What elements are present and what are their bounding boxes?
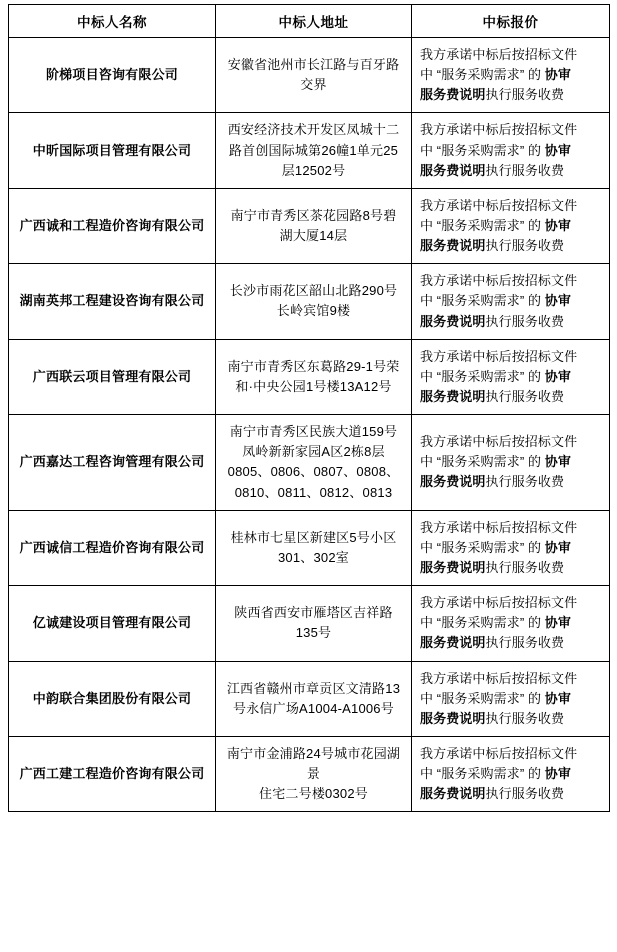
bid-price-text [412, 189, 609, 263]
bid-price-line-2-plain: 中 “服务采购需求” 的 [420, 766, 545, 782]
bidder-address-text [216, 415, 411, 510]
table-row [9, 264, 610, 339]
table-row [9, 510, 610, 585]
bidder-address-cell [216, 113, 412, 188]
address-line: 和·中央公园1号楼13A12号 [235, 378, 392, 394]
address-line: 南宁市青秀区东葛路29-1号荣 [227, 358, 400, 374]
bidder-address-text [216, 274, 411, 328]
bid-price-cell [412, 339, 610, 414]
bidder-address-cell [216, 188, 412, 263]
bidder-name-text: 阶梯项目咨询有限公司 [45, 67, 178, 83]
bid-price-line-1: 我方承诺中标后按招标文件 [420, 122, 578, 138]
bid-price-line-3 [420, 558, 603, 578]
bid-price-line-2 [420, 538, 603, 558]
bidder-name-text: 广西诚和工程造价咨询有限公司 [19, 217, 205, 233]
address-line: 长岭宾馆9楼 [276, 303, 351, 319]
bid-price-line-1: 我方承诺中标后按招标文件 [420, 745, 578, 761]
address-line: 301、302室 [278, 549, 349, 565]
bid-price-line-3 [420, 784, 603, 804]
address-line: 南宁市金浦路24号城市花园湖景 [226, 745, 401, 782]
bid-price-line-2-plain: 中 “服务采购需求” 的 [420, 293, 545, 309]
bid-price-line-3 [420, 312, 603, 332]
bid-price-cell [412, 264, 610, 339]
bidder-address-text [216, 199, 411, 253]
bid-price-line-2-bold: 协审 [544, 293, 571, 309]
bid-price-line-2-bold: 协审 [544, 615, 571, 631]
bid-price-cell [412, 510, 610, 585]
bid-price-line-3-bold: 服务费说明 [420, 710, 486, 726]
bid-price-line-3 [420, 387, 603, 407]
bid-price-line-2-bold: 协审 [544, 217, 571, 233]
bidder-name-cell [9, 339, 216, 414]
winning-bidders-table [8, 4, 610, 812]
bidder-name-cell [9, 188, 216, 263]
bid-price-line-3 [420, 709, 603, 729]
table-row [9, 586, 610, 661]
bidder-address-text [216, 48, 411, 102]
bid-price-line-3-plain: 执行服务收费 [485, 474, 565, 490]
bid-price-cell [412, 188, 610, 263]
bidder-address-text [216, 596, 411, 650]
bid-price-line-2-bold: 协审 [544, 690, 571, 706]
bid-price-line-2-bold: 协审 [544, 368, 571, 384]
table-header-row [9, 5, 610, 38]
table-row [9, 339, 610, 414]
bid-price-line-1: 我方承诺中标后按招标文件 [420, 47, 578, 62]
bid-price-cell [412, 586, 610, 661]
bid-price-line-2-plain: 中 “服务采购需求” 的 [420, 67, 545, 83]
address-line: 南宁市青秀区民族大道159号 [229, 424, 398, 440]
bid-price-line-2 [420, 613, 603, 633]
table-row [9, 38, 610, 113]
bid-price-text [412, 38, 609, 112]
address-line: 湖大厦14层 [279, 228, 348, 244]
bid-price-line-3-plain: 执行服务收费 [485, 559, 565, 575]
address-line: 号永信广场A1004-A1006号 [233, 700, 394, 716]
bid-price-line-3-plain: 执行服务收费 [485, 388, 565, 404]
bid-price-line-1: 我方承诺中标后按招标文件 [420, 348, 578, 364]
bidder-name-cell [9, 510, 216, 585]
bid-price-line-2-bold: 协审 [544, 539, 571, 555]
bid-price-line-1: 我方承诺中标后按招标文件 [420, 670, 578, 686]
bid-price-line-3 [420, 85, 603, 105]
bidder-name-text: 中昕国际项目管理有限公司 [32, 142, 192, 158]
bidder-name-cell [9, 264, 216, 339]
bid-price-line-3-bold: 服务费说明 [420, 635, 486, 651]
address-line: 凤岭新新家园A区2栋8层 [242, 444, 385, 460]
bid-price-line-2 [420, 764, 603, 784]
bid-price-line-2-bold: 协审 [544, 67, 571, 83]
bid-price-line-2-plain: 中 “服务采购需求” 的 [420, 539, 545, 555]
bidder-address-cell [216, 339, 412, 414]
bid-price-line-1: 我方承诺中标后按招标文件 [420, 434, 578, 450]
bid-price-line-3-plain: 执行服务收费 [485, 786, 565, 802]
bidder-address-cell [216, 586, 412, 661]
column-header-address: 中标人地址 [216, 5, 412, 38]
bidder-name-text: 广西嘉达工程咨询管理有限公司 [19, 454, 205, 470]
address-line: 江西省赣州市章贡区文清路13 [226, 680, 401, 696]
table-row [9, 188, 610, 263]
address-line: 西安经济技术开发区凤城十二 [227, 122, 400, 138]
bidder-address-cell [216, 661, 412, 736]
bid-price-text [412, 264, 609, 338]
bid-price-line-3-plain: 执行服务收费 [485, 87, 565, 103]
address-line: 桂林市七星区新建区5号小区 [230, 529, 397, 545]
address-line: 路首创国际城第26幢1单元25 [228, 142, 399, 158]
bid-price-line-1: 我方承诺中标后按招标文件 [420, 595, 578, 611]
address-line: 住宅二号楼0302号 [259, 786, 368, 802]
table-row [9, 113, 610, 188]
table-body [9, 38, 610, 812]
bidder-name-text: 湖南英邦工程建设咨询有限公司 [19, 293, 205, 309]
bidder-name-cell [9, 38, 216, 113]
bid-price-line-3-bold: 服务费说明 [420, 238, 486, 254]
bid-price-text [412, 586, 609, 660]
bid-price-line-2 [420, 216, 603, 236]
address-line: 交界 [300, 77, 327, 93]
bid-price-text [412, 511, 609, 585]
address-line: 0810、0811、0812、0813 [234, 484, 393, 500]
bid-price-line-2-plain: 中 “服务采购需求” 的 [420, 454, 545, 470]
bid-price-line-2 [420, 452, 603, 472]
bidder-name-text: 广西联云项目管理有限公司 [32, 368, 192, 384]
address-line: 0805、0806、0807、0808、 [227, 464, 400, 480]
bidder-name-cell [9, 736, 216, 811]
bid-price-line-3-bold: 服务费说明 [420, 162, 486, 178]
bid-price-line-2 [420, 141, 603, 161]
bid-price-text [412, 662, 609, 736]
bid-price-text [412, 340, 609, 414]
bidder-address-cell [216, 38, 412, 113]
bid-price-line-2-plain: 中 “服务采购需求” 的 [420, 217, 545, 233]
address-line: 层12502号 [281, 162, 346, 178]
bid-price-line-3-bold: 服务费说明 [420, 474, 486, 490]
bidder-address-text [216, 113, 411, 187]
bid-price-line-3-bold: 服务费说明 [420, 313, 486, 329]
bidder-name-text: 中韵联合集团股份有限公司 [32, 690, 192, 706]
bid-price-line-2-plain: 中 “服务采购需求” 的 [420, 142, 545, 158]
bidder-address-cell [216, 736, 412, 811]
bid-price-line-3-plain: 执行服务收费 [485, 710, 565, 726]
bid-price-text [412, 425, 609, 499]
column-header-price: 中标报价 [412, 5, 610, 38]
bid-price-line-3 [420, 472, 603, 492]
bid-price-line-2-plain: 中 “服务采购需求” 的 [420, 615, 545, 631]
address-line: 135号 [295, 625, 332, 641]
bidder-address-cell [216, 415, 412, 511]
table-row [9, 661, 610, 736]
bidder-address-text [216, 672, 411, 726]
bidder-name-cell [9, 661, 216, 736]
bidder-address-cell [216, 264, 412, 339]
address-line: 长沙市雨花区韶山北路290号 [229, 283, 398, 299]
bid-price-line-3-bold: 服务费说明 [420, 87, 486, 103]
bidder-name-text: 广西诚信工程造价咨询有限公司 [19, 539, 205, 555]
bid-price-line-2 [420, 689, 603, 709]
bid-price-line-3-bold: 服务费说明 [420, 388, 486, 404]
bidder-name-cell [9, 113, 216, 188]
bid-price-line-3 [420, 161, 603, 181]
bid-price-line-2-plain: 中 “服务采购需求” 的 [420, 690, 545, 706]
bid-price-line-1: 我方承诺中标后按招标文件 [420, 519, 578, 535]
bid-price-line-1: 我方承诺中标后按招标文件 [420, 197, 578, 213]
bid-price-line-2-bold: 协审 [544, 142, 571, 158]
address-line: 安徽省池州市长江路与百牙路 [227, 57, 400, 73]
bid-price-line-3 [420, 236, 603, 256]
bidder-address-text [216, 521, 411, 575]
bid-price-line-3-bold: 服务费说明 [420, 786, 486, 802]
bid-price-line-3-bold: 服务费说明 [420, 559, 486, 575]
bid-price-text [412, 737, 609, 811]
bid-price-line-3-plain: 执行服务收费 [485, 635, 565, 651]
bidder-name-cell [9, 586, 216, 661]
bid-price-line-2 [420, 65, 603, 85]
column-header-name: 中标人名称 [9, 5, 216, 38]
bid-price-line-2-plain: 中 “服务采购需求” 的 [420, 368, 545, 384]
bid-price-cell [412, 661, 610, 736]
bid-price-line-3-plain: 执行服务收费 [485, 313, 565, 329]
bidder-address-text [216, 350, 411, 404]
bidder-name-text: 亿诚建设项目管理有限公司 [32, 615, 192, 631]
bid-price-cell [412, 113, 610, 188]
bid-price-line-2 [420, 367, 603, 387]
address-line: 陕西省西安市雁塔区吉祥路 [234, 605, 393, 621]
bid-price-line-2-bold: 协审 [544, 766, 571, 782]
bid-price-line-2 [420, 291, 603, 311]
bid-price-line-2-bold: 协审 [544, 454, 571, 470]
bid-price-cell [412, 415, 610, 511]
bid-price-text [412, 113, 609, 187]
bidder-name-text: 广西工建工程造价咨询有限公司 [19, 766, 205, 782]
bidder-address-cell [216, 510, 412, 585]
bidder-address-text [216, 737, 411, 811]
bid-price-cell [412, 38, 610, 113]
bid-price-line-1: 我方承诺中标后按招标文件 [420, 273, 578, 289]
table-row [9, 736, 610, 811]
bid-price-cell [412, 736, 610, 811]
address-line: 南宁市青秀区茶花园路8号碧 [230, 207, 397, 223]
bidder-name-cell [9, 415, 216, 511]
bid-price-line-3-plain: 执行服务收费 [485, 162, 565, 178]
table-row [9, 415, 610, 511]
bid-price-line-3 [420, 633, 603, 653]
bid-price-line-3-plain: 执行服务收费 [485, 238, 565, 254]
table-header [9, 5, 610, 38]
